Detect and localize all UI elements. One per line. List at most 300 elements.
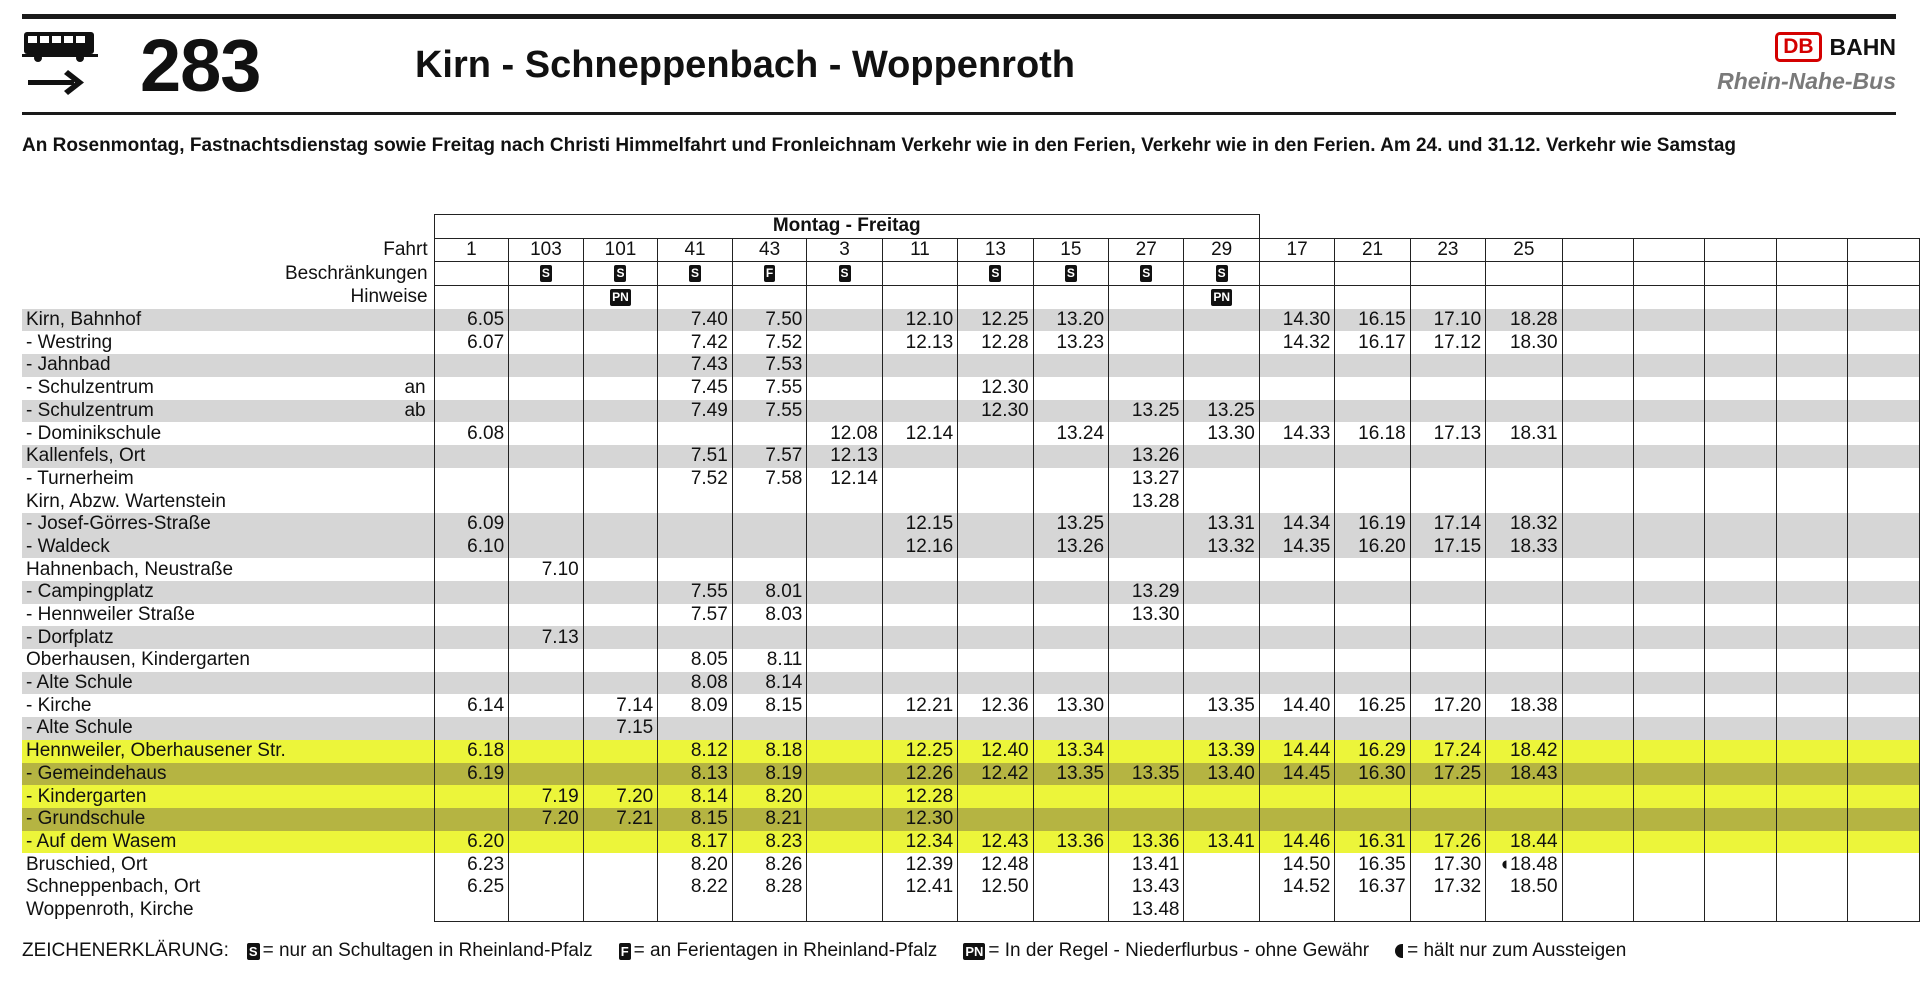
time-cell (509, 490, 584, 513)
time-cell (1776, 377, 1847, 400)
time-cell (1562, 763, 1633, 786)
time-cell (1335, 604, 1410, 627)
trip-number-row-cell (1848, 238, 1920, 262)
time-cell (1633, 853, 1704, 876)
trip-number-row-cell (1705, 238, 1776, 262)
time-cell (807, 763, 882, 786)
stop-name-text: Woppenroth, Kirche (26, 899, 194, 921)
time-cell: 18.50 (1486, 876, 1562, 899)
time-cell: 7.13 (509, 626, 584, 649)
time-cell (1776, 354, 1847, 377)
time-cell: 13.35 (1109, 763, 1184, 786)
time-cell (1033, 354, 1108, 377)
time-cell: 18.44 (1486, 831, 1562, 854)
time-cell (509, 354, 584, 377)
trip-number-row-cell: 21 (1335, 238, 1410, 262)
legend-item (1395, 940, 1626, 962)
stop-name-text: - Turnerheim (26, 467, 134, 489)
time-cell (1705, 649, 1776, 672)
time-cell (958, 581, 1033, 604)
time-cell (1486, 808, 1562, 831)
time-cell (1335, 445, 1410, 468)
time-cell (1633, 649, 1704, 672)
time-cell (958, 808, 1033, 831)
time-cell (658, 536, 733, 559)
time-cell (1486, 468, 1562, 491)
time-cell (1848, 899, 1920, 922)
stop-name (22, 377, 434, 400)
time-cell (1109, 626, 1184, 649)
notes-row-cell (1486, 286, 1562, 309)
time-cell (1776, 853, 1847, 876)
time-cell (1562, 853, 1633, 876)
time-cell (1033, 876, 1108, 899)
time-cell: 7.45 (658, 377, 733, 400)
time-cell (807, 400, 882, 423)
time-cell (1410, 445, 1485, 468)
time-cell (1562, 309, 1633, 332)
stop-name-text: - Kindergarten (26, 785, 147, 807)
time-cell (1562, 899, 1633, 922)
time-cell (1776, 536, 1847, 559)
time-cell (583, 831, 658, 854)
time-cell (1335, 490, 1410, 513)
time-cell (509, 377, 584, 400)
time-cell (1848, 513, 1920, 536)
time-cell (583, 604, 658, 627)
time-cell: 8.11 (732, 649, 807, 672)
time-cell (1033, 400, 1108, 423)
restrictions-row-label: Beschränkungen (22, 262, 434, 286)
time-cell (807, 331, 882, 354)
time-cell (1184, 604, 1259, 627)
time-cell (1848, 831, 1920, 854)
restrictions-row-cell (1410, 262, 1485, 286)
time-cell (1562, 513, 1633, 536)
time-cell (1184, 808, 1259, 831)
time-cell: 8.19 (732, 763, 807, 786)
time-cell (958, 649, 1033, 672)
stop-name-text: - Dominikschule (26, 422, 162, 444)
stop-name-text: - Gemeindehaus (26, 762, 167, 784)
time-cell: 13.35 (1033, 763, 1108, 786)
time-cell (583, 422, 658, 445)
trip-number-row-cell: 29 (1184, 238, 1259, 262)
time-cell: 18.38 (1486, 694, 1562, 717)
stop-row (22, 513, 1920, 536)
time-cell (882, 558, 957, 581)
stop-name (22, 536, 434, 559)
time-cell (1486, 377, 1562, 400)
time-cell (434, 490, 509, 513)
time-cell (1335, 717, 1410, 740)
time-cell (1633, 672, 1704, 695)
time-cell: 8.01 (732, 581, 807, 604)
time-cell (1259, 717, 1334, 740)
time-cell (1335, 626, 1410, 649)
time-cell: 16.25 (1335, 694, 1410, 717)
stop-name-text: Hahnenbach, Neustraße (26, 558, 234, 580)
time-cell: 8.18 (732, 740, 807, 763)
time-cell (1633, 808, 1704, 831)
time-cell (807, 740, 882, 763)
time-cell: 17.13 (1410, 422, 1485, 445)
stop-name-text: Kirn, Bahnhof (26, 309, 142, 331)
restrictions-row-cell (1109, 262, 1184, 286)
time-cell (1705, 422, 1776, 445)
time-cell (1633, 876, 1704, 899)
legend-text: = hält nur zum Aussteigen (1407, 940, 1627, 961)
time-cell: 13.39 (1184, 740, 1259, 763)
time-cell (1109, 377, 1184, 400)
time-cell (583, 672, 658, 695)
time-cell (509, 649, 584, 672)
service-notice: An Rosenmontag, Fastnachtsdienstag sowie Freitag nach Christi Himmelfahrt und Fronleichnam Verkehr wie in den Ferien, Verkehr wie in den Ferien. Am 24. und 31.12. Verkehr wie Samstag (22, 135, 1736, 156)
time-cell (1033, 626, 1108, 649)
legend (22, 940, 1652, 962)
time-cell (1848, 785, 1920, 808)
trip-number-row-cell: 11 (882, 238, 957, 262)
stop-name (22, 853, 434, 876)
time-cell (1776, 672, 1847, 695)
stop-arr-dep: an (404, 376, 426, 398)
time-cell: 7.50 (732, 309, 807, 332)
time-cell: 6.18 (434, 740, 509, 763)
time-cell (1335, 558, 1410, 581)
time-cell (1486, 354, 1562, 377)
time-cell: 18.43 (1486, 763, 1562, 786)
time-cell: 12.30 (882, 808, 957, 831)
time-cell: 12.15 (882, 513, 957, 536)
time-cell (1033, 604, 1108, 627)
time-cell (1705, 445, 1776, 468)
time-cell (1562, 649, 1633, 672)
time-cell: 14.40 (1259, 694, 1334, 717)
time-cell (732, 717, 807, 740)
time-cell (1562, 740, 1633, 763)
trip-number-row-cell: 1 (434, 238, 509, 262)
time-cell: 6.20 (434, 831, 509, 854)
time-cell (1705, 740, 1776, 763)
time-cell (1705, 558, 1776, 581)
restrictions-row-cell (1633, 262, 1704, 286)
time-cell (509, 717, 584, 740)
time-cell (958, 422, 1033, 445)
time-cell: 8.26 (732, 853, 807, 876)
time-cell: 8.13 (658, 763, 733, 786)
time-cell (583, 740, 658, 763)
time-cell (958, 558, 1033, 581)
time-cell (1410, 490, 1485, 513)
notes-row-label: Hinweise (22, 286, 434, 309)
time-cell (509, 899, 584, 922)
time-cell (807, 513, 882, 536)
time-cell: 12.43 (958, 831, 1033, 854)
time-cell (1109, 740, 1184, 763)
time-cell (1486, 490, 1562, 513)
time-cell (1109, 331, 1184, 354)
time-cell (509, 536, 584, 559)
time-cell (1705, 899, 1776, 922)
time-cell (1184, 853, 1259, 876)
route-title-text: Kirn - Schneppenbach - Woppenroth (414, 44, 1076, 86)
time-cell (658, 558, 733, 581)
stop-name (22, 831, 434, 854)
time-cell (1335, 468, 1410, 491)
time-cell (509, 694, 584, 717)
time-cell: 7.14 (583, 694, 658, 717)
time-cell: 13.24 (1033, 422, 1108, 445)
time-cell (1109, 422, 1184, 445)
time-cell (807, 536, 882, 559)
time-cell (1705, 626, 1776, 649)
time-cell: 6.09 (434, 513, 509, 536)
time-cell (732, 626, 807, 649)
time-cell: 8.23 (732, 831, 807, 854)
time-cell: 14.52 (1259, 876, 1334, 899)
time-cell: 16.17 (1335, 331, 1410, 354)
time-cell (1848, 876, 1920, 899)
time-cell (583, 400, 658, 423)
time-cell (1033, 853, 1108, 876)
time-cell (1335, 354, 1410, 377)
time-cell: 12.30 (958, 377, 1033, 400)
time-cell (1033, 377, 1108, 400)
time-cell: 13.30 (1184, 422, 1259, 445)
time-cell (1633, 468, 1704, 491)
time-cell (1335, 649, 1410, 672)
time-cell (1033, 468, 1108, 491)
notes-row-cell (1033, 286, 1108, 309)
time-cell (1259, 445, 1334, 468)
time-cell (1109, 717, 1184, 740)
time-cell (1259, 899, 1334, 922)
time-cell: 18.32 (1486, 513, 1562, 536)
time-cell (1184, 649, 1259, 672)
time-cell (583, 558, 658, 581)
trip-number-row-cell: 43 (732, 238, 807, 262)
time-cell: 12.16 (882, 536, 957, 559)
legend-title: ZEICHENERKLÄRUNG: (22, 940, 229, 961)
time-cell (807, 672, 882, 695)
time-cell (1705, 604, 1776, 627)
time-cell (958, 354, 1033, 377)
time-cell (1633, 400, 1704, 423)
time-cell (1633, 717, 1704, 740)
time-cell (583, 490, 658, 513)
time-cell (1848, 490, 1920, 513)
time-cell (1848, 853, 1920, 876)
time-cell (583, 853, 658, 876)
time-cell: 13.26 (1033, 536, 1108, 559)
badge-s: S (840, 266, 849, 281)
time-cell (1633, 763, 1704, 786)
time-cell: 7.20 (583, 785, 658, 808)
time-cell (1633, 354, 1704, 377)
time-cell (1562, 717, 1633, 740)
time-cell (1848, 468, 1920, 491)
time-cell (509, 740, 584, 763)
time-cell (1033, 672, 1108, 695)
notes-row-cell (658, 286, 733, 309)
legend-badge-s: S (248, 943, 258, 959)
time-cell (1633, 558, 1704, 581)
time-cell (583, 763, 658, 786)
time-cell (583, 581, 658, 604)
time-cell (958, 513, 1033, 536)
time-cell (434, 377, 509, 400)
time-cell (1776, 649, 1847, 672)
stop-row (22, 785, 1920, 808)
notes-row-cell (807, 286, 882, 309)
time-cell (807, 899, 882, 922)
trip-number-row-cell: 25 (1486, 238, 1562, 262)
time-cell (1776, 831, 1847, 854)
time-cell: 13.25 (1184, 400, 1259, 423)
time-cell (1184, 899, 1259, 922)
half-moon-icon (1395, 944, 1403, 958)
time-cell: 14.30 (1259, 309, 1334, 332)
time-cell (882, 354, 957, 377)
time-cell (1562, 694, 1633, 717)
time-cell (1033, 808, 1108, 831)
time-cell (882, 672, 957, 695)
time-cell (1633, 445, 1704, 468)
time-cell (1776, 876, 1847, 899)
time-cell: 12.25 (958, 309, 1033, 332)
stop-row (22, 377, 1920, 400)
brand-subtitle: Rhein-Nahe-Bus (1717, 68, 1896, 94)
time-cell (1562, 331, 1633, 354)
time-cell (882, 400, 957, 423)
time-cell (583, 331, 658, 354)
time-cell: 7.51 (658, 445, 733, 468)
time-cell: 18.28 (1486, 309, 1562, 332)
time-cell (1184, 672, 1259, 695)
legend-text: = an Ferientagen in Rheinland-Pfalz (633, 940, 938, 961)
trip-number-row-cell: 103 (509, 238, 584, 262)
time-cell (1848, 445, 1920, 468)
time-cell (1705, 490, 1776, 513)
stop-row (22, 626, 1920, 649)
stop-name (22, 445, 434, 468)
badge-pn: PN (612, 289, 629, 304)
stop-row (22, 831, 1920, 854)
time-cell: 12.39 (882, 853, 957, 876)
time-cell (1109, 785, 1184, 808)
time-cell: 7.49 (658, 400, 733, 423)
time-cell: 7.52 (658, 468, 733, 491)
time-cell: 7.21 (583, 808, 658, 831)
time-cell (1259, 672, 1334, 695)
stop-arr-dep: ab (404, 399, 426, 421)
time-cell (1335, 377, 1410, 400)
time-cell (1705, 581, 1776, 604)
time-cell (1848, 331, 1920, 354)
badge-s: S (541, 266, 550, 281)
time-cell (1410, 377, 1485, 400)
restrictions-row-cell (1033, 262, 1108, 286)
time-cell (807, 309, 882, 332)
time-cell (882, 581, 957, 604)
time-cell: 13.35 (1184, 694, 1259, 717)
time-cell: 13.25 (1109, 400, 1184, 423)
time-cell: 8.22 (658, 876, 733, 899)
time-cell (1184, 309, 1259, 332)
stop-name-text: - Schulzentrum (26, 399, 154, 421)
time-cell (1184, 377, 1259, 400)
stop-name-text: Kallenfels, Ort (26, 445, 146, 467)
stop-name (22, 309, 434, 332)
time-cell: 13.32 (1184, 536, 1259, 559)
time-cell (1109, 672, 1184, 695)
time-cell (1562, 558, 1633, 581)
time-cell (1776, 581, 1847, 604)
notes-row-cell (1776, 286, 1847, 309)
stop-name-text: - Jahnbad (26, 354, 111, 376)
time-cell (1705, 672, 1776, 695)
time-cell (882, 626, 957, 649)
time-cell (1486, 672, 1562, 695)
time-cell (1486, 717, 1562, 740)
time-cell (882, 377, 957, 400)
stop-name (22, 604, 434, 627)
time-cell (1486, 626, 1562, 649)
time-cell: 12.36 (958, 694, 1033, 717)
time-cell (1410, 626, 1485, 649)
time-cell: 16.31 (1335, 831, 1410, 854)
notes-row-cell (1184, 286, 1259, 309)
time-cell (434, 717, 509, 740)
trip-number-row-cell: 23 (1410, 238, 1485, 262)
time-cell: 8.20 (732, 785, 807, 808)
time-cell (958, 536, 1033, 559)
time-cell (658, 513, 733, 536)
time-cell (434, 785, 509, 808)
stop-row (22, 309, 1920, 332)
time-cell (1848, 581, 1920, 604)
time-cell (1776, 513, 1847, 536)
time-cell: 16.30 (1335, 763, 1410, 786)
time-cell (807, 558, 882, 581)
time-cell (807, 354, 882, 377)
time-cell (1848, 422, 1920, 445)
time-cell (1562, 377, 1633, 400)
time-cell (583, 513, 658, 536)
stop-name-text: - Westring (26, 331, 113, 353)
time-cell (1705, 536, 1776, 559)
time-cell (1848, 717, 1920, 740)
time-cell: 12.08 (807, 422, 882, 445)
time-cell (1776, 785, 1847, 808)
stop-name-text: - Josef-Görres-Straße (26, 513, 211, 535)
time-cell: 18.42 (1486, 740, 1562, 763)
time-cell: 17.20 (1410, 694, 1485, 717)
stop-name (22, 717, 434, 740)
stop-row (22, 581, 1920, 604)
time-cell: 12.48 (958, 853, 1033, 876)
time-cell (1562, 354, 1633, 377)
stop-name-text: - Waldeck (26, 535, 110, 557)
time-cell (732, 558, 807, 581)
time-cell: 8.12 (658, 740, 733, 763)
stop-row (22, 354, 1920, 377)
time-cell (1033, 785, 1108, 808)
stop-row (22, 740, 1920, 763)
time-cell (807, 604, 882, 627)
time-cell (509, 422, 584, 445)
time-cell: 13.43 (1109, 876, 1184, 899)
